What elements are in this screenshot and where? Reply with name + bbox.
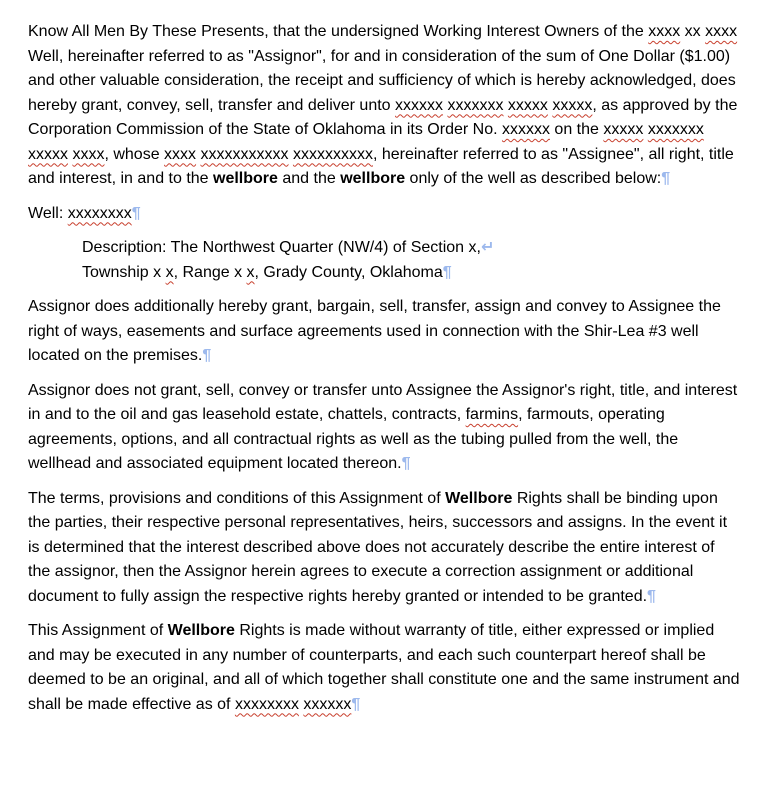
misspelled-text-run: xxxxx [552,96,593,114]
line-break-mark: ↵ [480,239,495,256]
misspelled-text-run: xxxxxxxxxxx [200,145,289,163]
text-run: This Assignment of [28,622,168,639]
misspelled-text-run: xxxxxxxx [67,204,132,222]
text-run: xx [680,23,706,40]
pilcrow-mark: ¶ [131,204,141,222]
pilcrow-mark: ¶ [647,587,656,605]
text-run: Know All Men By These Presents, that the undersigned Working Interest Owners of the [28,23,649,40]
paragraph [82,236,740,285]
pilcrow-mark: ¶ [401,455,411,472]
pilcrow-mark: ¶ [661,170,671,187]
misspelled-text-run: xxxxxx [501,121,550,138]
text-run: The terms, provisions and conditions of this Assignment of [28,489,446,507]
paragraph [28,295,740,369]
pilcrow-mark: ¶ [202,347,212,364]
misspelled-text-run: xxxx [648,23,681,40]
text-run: and the [277,170,341,187]
misspelled-text-run: farmins [465,406,519,423]
pilcrow-mark: ¶ [351,695,361,713]
text-run: , as approved by the Corporation Commission of the State of Oklahoma in its Order No. [28,96,738,138]
text-run: Wellbore [167,622,235,639]
text-run: Wellbore [445,489,513,507]
misspelled-text-run: xxxxx [507,96,548,114]
pilcrow-mark: ¶ [442,263,452,281]
misspelled-text-run: x [165,263,174,281]
misspelled-text-run: xxxxxx [303,695,352,713]
misspelled-text-run: xxxxxxxx [234,695,299,713]
text-run: Assignor does not grant, sell, convey or transfer unto Assignee the Assignor's right, title, and interest in and to the oil and gas leasehold estate, chattels, contracts, [28,381,738,423]
misspelled-text-run: xxxxxxxxxx [292,145,373,163]
text-run: only of the well as described below: [405,170,662,187]
text-run: Township x [82,263,166,281]
paragraph [28,487,740,610]
misspelled-text-run: xxxx [705,23,738,40]
document-body [28,20,740,717]
misspelled-text-run: xxxxxxx [647,121,704,138]
misspelled-text-run: xxxx [72,145,105,163]
text-run: , farmouts, operating agreements, options, and all contractual rights as well as the tubing pulled from the well, the wellhead and associated equipment located thereon. [28,406,679,472]
misspelled-text-run: x [246,263,255,281]
paragraph [28,619,740,717]
text-run: , hereinafter referred to as "Assignee", all right, title and interest, in and to the [28,145,734,187]
misspelled-text-run: xxxxxxx [447,96,504,114]
misspelled-text-run: xxxxx [603,121,644,138]
text-run: Rights is made without warranty of title, either expressed or implied and may be executed in any number of counterparts, and each such counterpart hereof shall be deemed to be an original, and all of which together shall constitute one and the same instrument and shall be made effective as of [28,622,740,713]
text-run: , Grady County, Oklahoma [254,263,443,281]
paragraph [28,379,740,477]
paragraph [28,20,740,192]
text-run: , Range x [173,263,247,281]
text-run: on the [549,121,604,138]
misspelled-text-run: xxxx [164,145,197,163]
text-run: , whose [104,145,165,163]
text-run: wellbore [340,170,406,187]
misspelled-text-run: xxxxx [28,145,68,163]
misspelled-text-run: xxxxxx [395,96,444,114]
text-run: Well, hereinafter referred to as "Assignor", for and in consideration of the sum of One Dollar ($1.00) and other valuable consideration, the receipt and sufficiency of which is hereby acknowledged, does hereby grant, convey, sell, transfer and deliver unto [28,47,736,114]
text-run: Assignor does additionally hereby grant, bargain, sell, transfer, assign and convey to Assignee the right of ways, easements and surface agreements used in connection with the Shir-Lea #3 well located on the premises. [28,298,721,364]
text-run: Well: [28,204,68,222]
paragraph [28,202,740,227]
text-run: Rights shall be binding upon the parties, their respective personal representatives, heirs, successors and assigns. In the event it is determined that the interest described above does not accurately describe the entire interest of the assignor, then the Assignor herein agrees to execute a correction assignment or additional document to fully assign the respective rights hereby granted or intended to be granted. [28,489,728,605]
text-run: Description: The Northwest Quarter (NW/4) of Section x, [82,239,481,256]
text-run: wellbore [213,170,278,187]
